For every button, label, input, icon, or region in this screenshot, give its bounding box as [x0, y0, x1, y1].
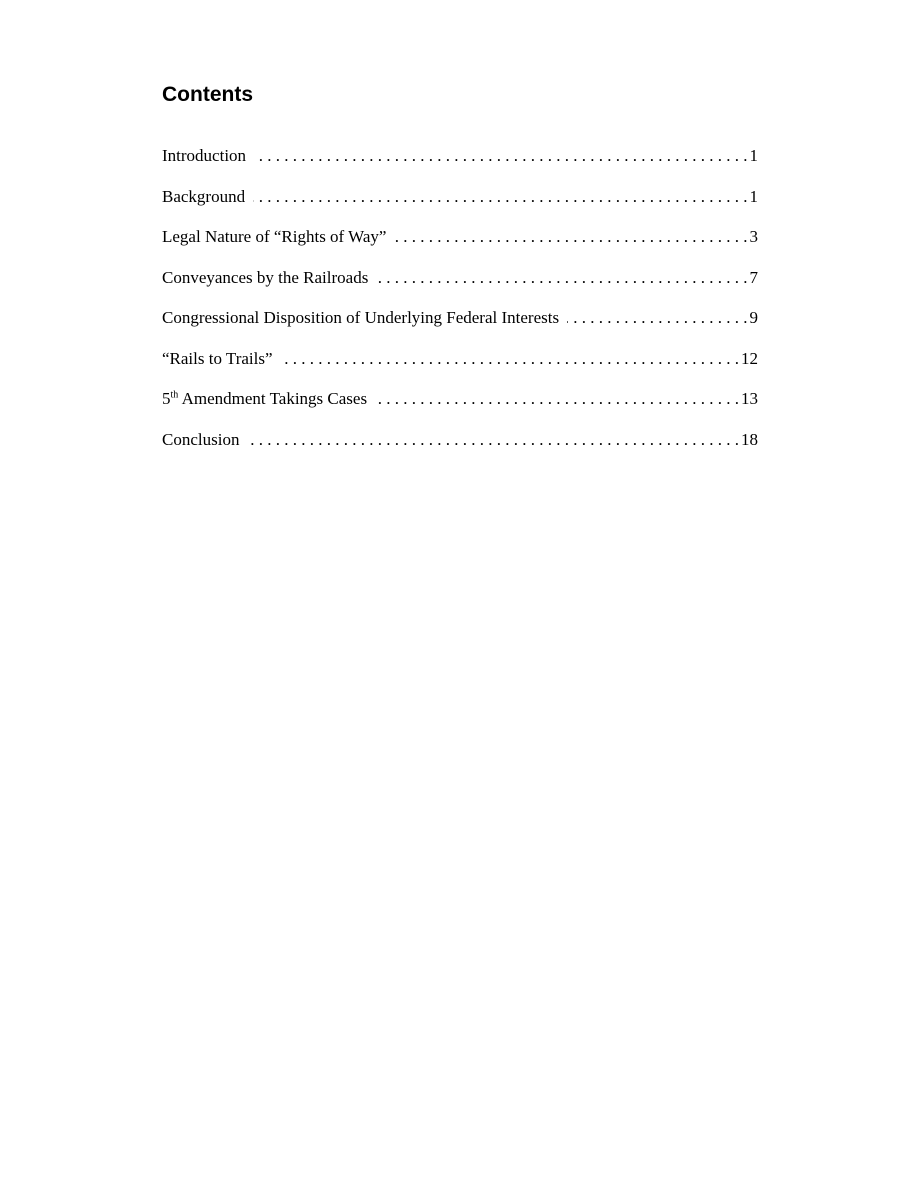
- toc-entry-background[interactable]: [162, 185, 758, 226]
- toc-dot-leader: [376, 266, 747, 290]
- toc-entry-takings-cases[interactable]: [162, 387, 758, 428]
- toc-entry-conveyances[interactable]: [162, 266, 758, 307]
- toc-entry-title: Conclusion: [162, 429, 240, 449]
- table-of-contents: [162, 144, 758, 468]
- toc-dot-leader: [253, 185, 747, 209]
- toc-entry-congressional-disposition[interactable]: [162, 306, 758, 347]
- toc-entry-page: 13: [741, 389, 758, 408]
- toc-entry-page: 1: [749, 146, 758, 165]
- toc-entry-title: Conveyances by the Railroads: [162, 267, 369, 287]
- toc-entry-legal-nature[interactable]: [162, 225, 758, 266]
- toc-entry-page: 1: [749, 186, 758, 206]
- toc-entry-title: Congressional Disposition of Underlying Federal Interests: [162, 308, 560, 327]
- toc-entry-conclusion[interactable]: [162, 428, 758, 469]
- toc-entry-title-rest: Amendment Takings Cases: [178, 389, 368, 408]
- contents-heading: Contents: [162, 83, 253, 106]
- toc-dot-leader: [375, 387, 739, 411]
- toc-dot-leader: [247, 428, 739, 452]
- toc-dot-leader: [394, 225, 747, 249]
- toc-entry-page: 9: [749, 308, 758, 327]
- toc-dot-leader: [567, 306, 747, 330]
- toc-entry-title: Introduction: [162, 146, 247, 165]
- toc-entry-title: [162, 387, 367, 411]
- toc-entry-introduction[interactable]: [162, 144, 758, 185]
- toc-entry-page: 3: [749, 227, 758, 246]
- toc-entry-page: 18: [741, 429, 758, 449]
- toc-entry-page: 12: [741, 348, 758, 368]
- toc-dot-leader: [281, 347, 739, 371]
- toc-entry-title: “Rails to Trails”: [162, 348, 273, 368]
- toc-entry-rails-to-trails[interactable]: [162, 347, 758, 388]
- toc-entry-page: 7: [749, 267, 758, 287]
- toc-entry-title: Legal Nature of “Rights of Way”: [162, 227, 387, 246]
- toc-entry-title-superscript: th: [170, 389, 179, 401]
- toc-entry-title: Background: [162, 186, 246, 206]
- toc-entry-title-prefix: 5: [162, 389, 171, 408]
- toc-dot-leader: [254, 144, 747, 168]
